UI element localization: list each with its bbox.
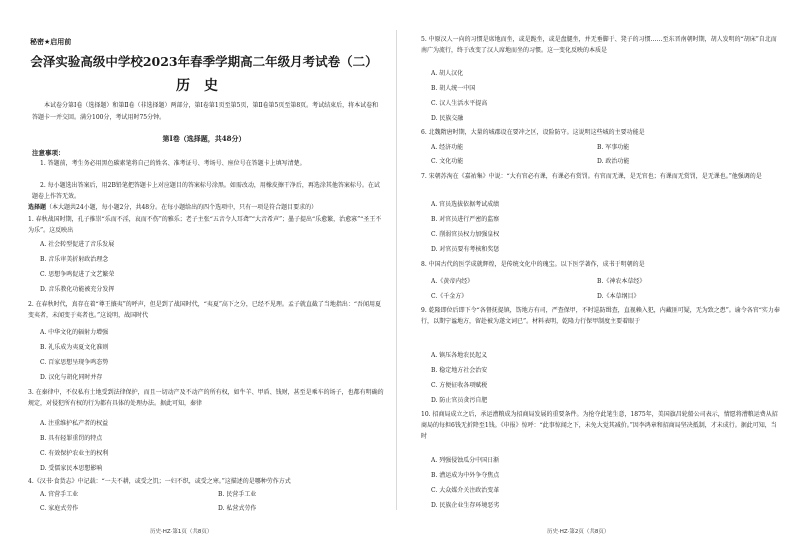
question-6-option-a[interactable]: A. 经济功能 [431,144,464,151]
question-8-option-d[interactable]: D.《本草纲目》 [597,293,640,300]
question-3-option-a[interactable]: A. 注重维护私产者的权益 [40,420,109,427]
section-instructions [28,202,384,213]
question-7-option-a[interactable]: A. 官员选拔依据考试成绩 [431,201,500,208]
question-4-option-c[interactable]: C. 家庭式劳作 [40,505,79,512]
question-6-option-d[interactable]: D. 政治功能 [597,158,630,165]
question-9-option-b[interactable]: B. 稳定地方社会治安 [431,367,488,374]
question-2-stem: 2. 在春秋时代，真存在着“尊王攘夷”的呼声，但是到了战国时代，“夷夏”高下之分，已经不见理。孟子就直截了当地指出：“吾闻用夏变夷者，未闻变于夷者也。”这说明，战国时代 [28,301,381,319]
question-3-option-b[interactable]: B. 具有轻罪重罚的特点 [40,435,103,442]
question-5-stem: 5. 中原汉人一向的习惯是席地而坐，或是跪坐，或是盘腿坐，并无垂脚于、凳子的习惯……至东晋南朝时期，胡人发明的“胡床”自北而南广为流行，终于改变了汉人席地而坐的习惯。这一变化反映的本质是 [421,36,777,54]
question-8-option-a[interactable]: A.《黄帝内经》 [431,278,474,285]
question-7-option-b[interactable]: B. 对官员进行严密的监察 [431,216,500,223]
subject-title: 历史 [176,78,232,94]
question-7-option-d[interactable]: D. 对官员要有考核和奖惩 [431,246,500,253]
question-9-option-c[interactable]: C. 方便征收各项赋税 [431,382,488,389]
question-7-option-c[interactable]: C. 削弱官员权力加强皇权 [431,231,500,238]
part-one-heading: 第Ⅰ卷（选择题，共48分） [162,134,246,143]
exam-intro: 本试卷分第Ⅰ卷（选择题）和第Ⅱ卷（非选择题）两部分，第Ⅰ卷第1页至第5页，第Ⅱ卷第5页至第8页。考试结束后，将本试卷和答题卡一并交回。满分100分，考试用时75分钟。 [32,102,379,121]
question-2-option-c[interactable]: C. 百家思想呈现争鸣态势 [40,359,109,366]
question-5-option-d[interactable]: D. 民族交融 [431,115,464,122]
question-8-option-c[interactable]: C.《千金方》 [431,293,468,300]
question-6-option-b[interactable]: B. 军事功能 [597,144,630,151]
question-5-option-a[interactable]: A. 胡人汉化 [431,70,464,77]
question-1-stem: 1. 春秋战国时期，孔子推崇“乐而不淫，哀而不伤”的雅乐；老子主张“五音令人耳聋”“大音希声”；墨子提出“乐愈繁，治愈寡”“圣王不为乐”。这反映出 [28,216,382,234]
confidential-mark: 秘密★启用前 [30,38,72,46]
question-1-option-b[interactable]: B. 音乐审美折射政治理念 [40,256,109,263]
question-2-option-d[interactable]: D. 汉化与胡化同时并存 [40,374,103,381]
question-3-stem: 3. 在秦律中，不仅私有土地受到法律保护，而且一切动产及不动产的所有权，如牛羊、甲盾、钱财，甚至是乘车的场子，也都有明确的规定，对侵犯所有权的行为都有具体的处理办法。据此可知，秦律 [28,389,384,407]
question-6-stem: 6. 北魏隋唐时期，大量的城郡设在要冲之区，设险防守。这说明这些城的主要功能是 [421,129,645,136]
question-10-option-b[interactable]: B. 漕运成为中外争夺焦点 [431,472,500,479]
notice-item-1: 1. 答题前，考生务必用黑色碳素笔将自己的姓名、准考证号、考场号、座位号在答题卡上填写清楚。 [40,160,306,167]
question-2-option-b[interactable]: B. 礼乐成为夷夏文化准则 [40,344,109,351]
question-5-option-c[interactable]: C. 汉人生活水平提高 [431,100,488,107]
question-1-option-d[interactable]: D. 音乐教化功能被充分发挥 [40,286,115,293]
question-4-option-a[interactable]: A. 官营手工业 [40,491,79,498]
page-footer-1: 历史·HZ·第1页（共8页） [150,529,213,535]
question-6-option-c[interactable]: C. 文化功能 [431,158,464,165]
question-3-option-c[interactable]: C. 有效保护农业主的权利 [40,450,109,457]
question-10-option-d[interactable]: D. 民族企业生存环境恶劣 [431,502,500,509]
question-1-option-c[interactable]: C. 思想争鸣促进了文艺繁荣 [40,271,115,278]
question-4-option-b[interactable]: B. 民营手工业 [218,491,257,498]
question-8-option-b[interactable]: B.《神农本草经》 [597,278,646,285]
exam-title: 会泽实验高级中学校2023年春季学期高二年级月考试卷（二） [30,54,378,69]
question-7-stem: 7. 宋朝苏洵在《嘉祐集》中说：“大有官必有课，有课必有赏罚。有官而无课，是无官也；有课而无赏罚，是无课也。”他强调的是 [421,173,762,180]
question-9-stem: 9. 乾隆即位后即下令“各督抚提镇，饬地方有司，严查保甲，不时巡防缉查，直视赖入犯，内藏匪可疑，无为致之患”。谕令各官“实力奉行，以期宁谧地方，留赴被为遂文词已”。材料表明，乾隆力行保甲制度主要着眼于 [421,307,780,325]
question-2-option-a[interactable]: A. 中华文化的辐射力增强 [40,329,109,336]
question-5-option-b[interactable]: B. 胡人统一中国 [431,85,476,92]
notice-heading: 注意事项： [32,149,65,157]
notice-item-2: 2. 每小题选出答案后，用2B铅笔把答题卡上对应题目的答案标号涂黑。如需改动，用橡皮擦干净后，再选涂其他答案标号。在试题卷上作答无效。 [32,182,380,200]
question-4-stem: 4.《汉书·食货志》中记载：“一夫不耕，或受之饥；一妇不织，或受之寒。”这描述的是哪种劳作方式 [28,478,291,485]
question-4-option-d[interactable]: D. 私营式劳作 [218,505,257,512]
question-1-option-a[interactable]: A. 社会转型促进了音乐发展 [40,241,115,248]
question-8-stem: 8. 中国古代的医学成就辉煌，是传统文化中的瑰宝。以下医学著作，成书于明朝的是 [421,261,645,268]
exam-page-2 [397,0,794,544]
question-10-option-c[interactable]: C. 大众媒介关注政治变革 [431,487,500,494]
page-footer-2: 历史·HZ·第2页（共8页） [547,529,610,535]
question-3-option-d[interactable]: D. 受儒家民本思想影响 [40,465,103,472]
question-9-option-a[interactable]: A. 镇压各地农民起义 [431,352,488,359]
section-text: （本大题共24小题，每小题2分，共48分。在每小题给出的四个选项中，只有一项是符合题目要求的） [46,204,318,211]
section-label: 选择题 [28,204,47,211]
question-10-option-a[interactable]: A. 列强侵蚀瓜分中国日渐 [431,457,500,464]
question-10-stem: 10. 招商局成立之后，承运漕粮成为招商局发展的重要条件。为抢夺此笔生意，1875年，美国旗昌轮船公司表示，情愿将漕粮运费从招商局的每担6钱无折降至1钱。《申报》惊呼：“此事惊闻之下，未免大觉其减价。”因李鸿章和招商局坚决抵制，才未成行。据此可知，当时 [421,411,778,440]
question-9-option-d[interactable]: D. 防止官员贪污自肥 [431,397,488,404]
